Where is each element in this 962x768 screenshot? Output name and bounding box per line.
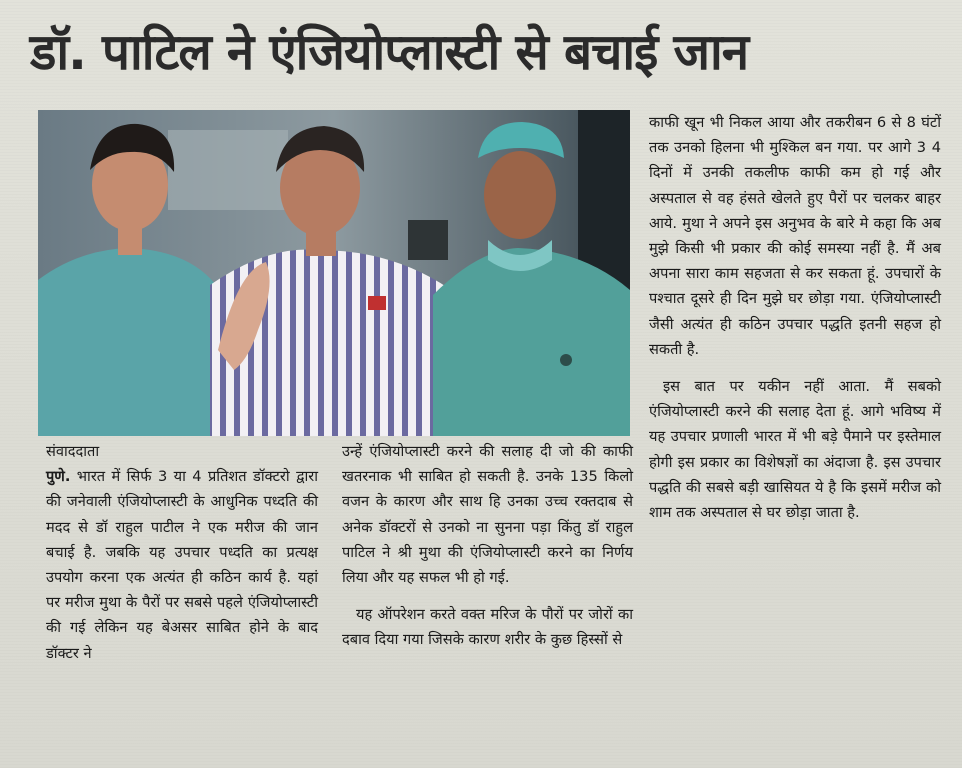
article-column-right xyxy=(649,110,941,525)
dateline: पुणे. xyxy=(46,468,71,486)
article-text: भारत में सिर्फ 3 या 4 प्रतिशत डॉक्टरो द्वारा की जनेवाली एंजियोप्लास्टी के आधुनिक पध्दति की मदद से डॉ राहुल पाटील ने एक मरीज की जान बचाई है. जबकि यह उपचार पध्दति का प्रत्यक्ष उपयोग करना एक अत्यंत ही कठिन कार्य है. यहां पर मरीज मुथा के पैरों पर सबसे पहले एंजियोप्लास्टी की गई लेकिन यह बेअसर साबित होने के बाद डॉक्टर ने xyxy=(46,468,318,662)
article-paragraph: काफी खून भी निकल आया और तकरीबन 6 से 8 घंटों तक उनको हिलना भी मुश्किल बन गया. पर आगे 3 4 दिनों में उनकी तकलीफ काफी कम हो गई और अस्पताल से वह हंसते खेलते हुए पैरों पर चलकर बाहर आये. मुथा ने अपने इस अनुभव के बारे मे कहा कि अब मुझे किसी भी प्रकार की कोई समस्या नहीं है. मैं अब अपना सारा काम सहजता से कर सकता हूं. उपचारों के पश्चात दूसरे ही दिन मुझे घर छोड़ा गया. एंजियोप्लास्टी जैसी अत्यंत ही कठिन उपचार पद्धति इतनी सहज हो सकती है. xyxy=(649,114,941,358)
byline: संवाददाता xyxy=(46,443,100,460)
article-paragraph: उन्हें एंजियोप्लास्टी करने की सलाह दी जो की काफी खतरनाक भी साबित हो सकती है. उनके 135 किलो वजन के कारण और साथ हि उनका उच्च रक्तदाब से अनेक डॉक्टरों से उनको ना सुनना पड़ा किंतु डॉ राहुल पाटिल ने श्री मुथा की एंजियोप्लास्टी करने का निर्णय लिया और यह सफल भी हो गई. xyxy=(342,443,633,587)
headline: डॉ. पाटिल ने एंजियोप्लास्टी से बचाई जान xyxy=(30,23,749,81)
news-photo-icon xyxy=(38,110,630,436)
news-photo xyxy=(38,110,630,436)
article-column-middle xyxy=(342,439,633,653)
article-paragraph: इस बात पर यकीन नहीं आता. मैं सबको एंजियोप्लास्टी करने की सलाह देता हूं. आगे भविष्य में यह उपचार प्रणाली भारत में भी बड़े पैमाने पर इस्तेमाल होगी इस प्रकार का विशेषज्ञों का अंदाजा है. इस उपचार पद्धति की सबसे बड़ी खासियत ये है कि इसमें मरीज को शाम तक अस्पताल से घर छोड़ा जाता है. xyxy=(649,378,941,522)
article-paragraph xyxy=(46,464,318,666)
article-paragraph: यह ऑपरेशन करते वक्त मरिज के पौरों पर जोरों का दबाव दिया गया जिसके कारण शरीर के कुछ हिस्सों से xyxy=(342,606,633,649)
article-column-left xyxy=(46,439,318,666)
